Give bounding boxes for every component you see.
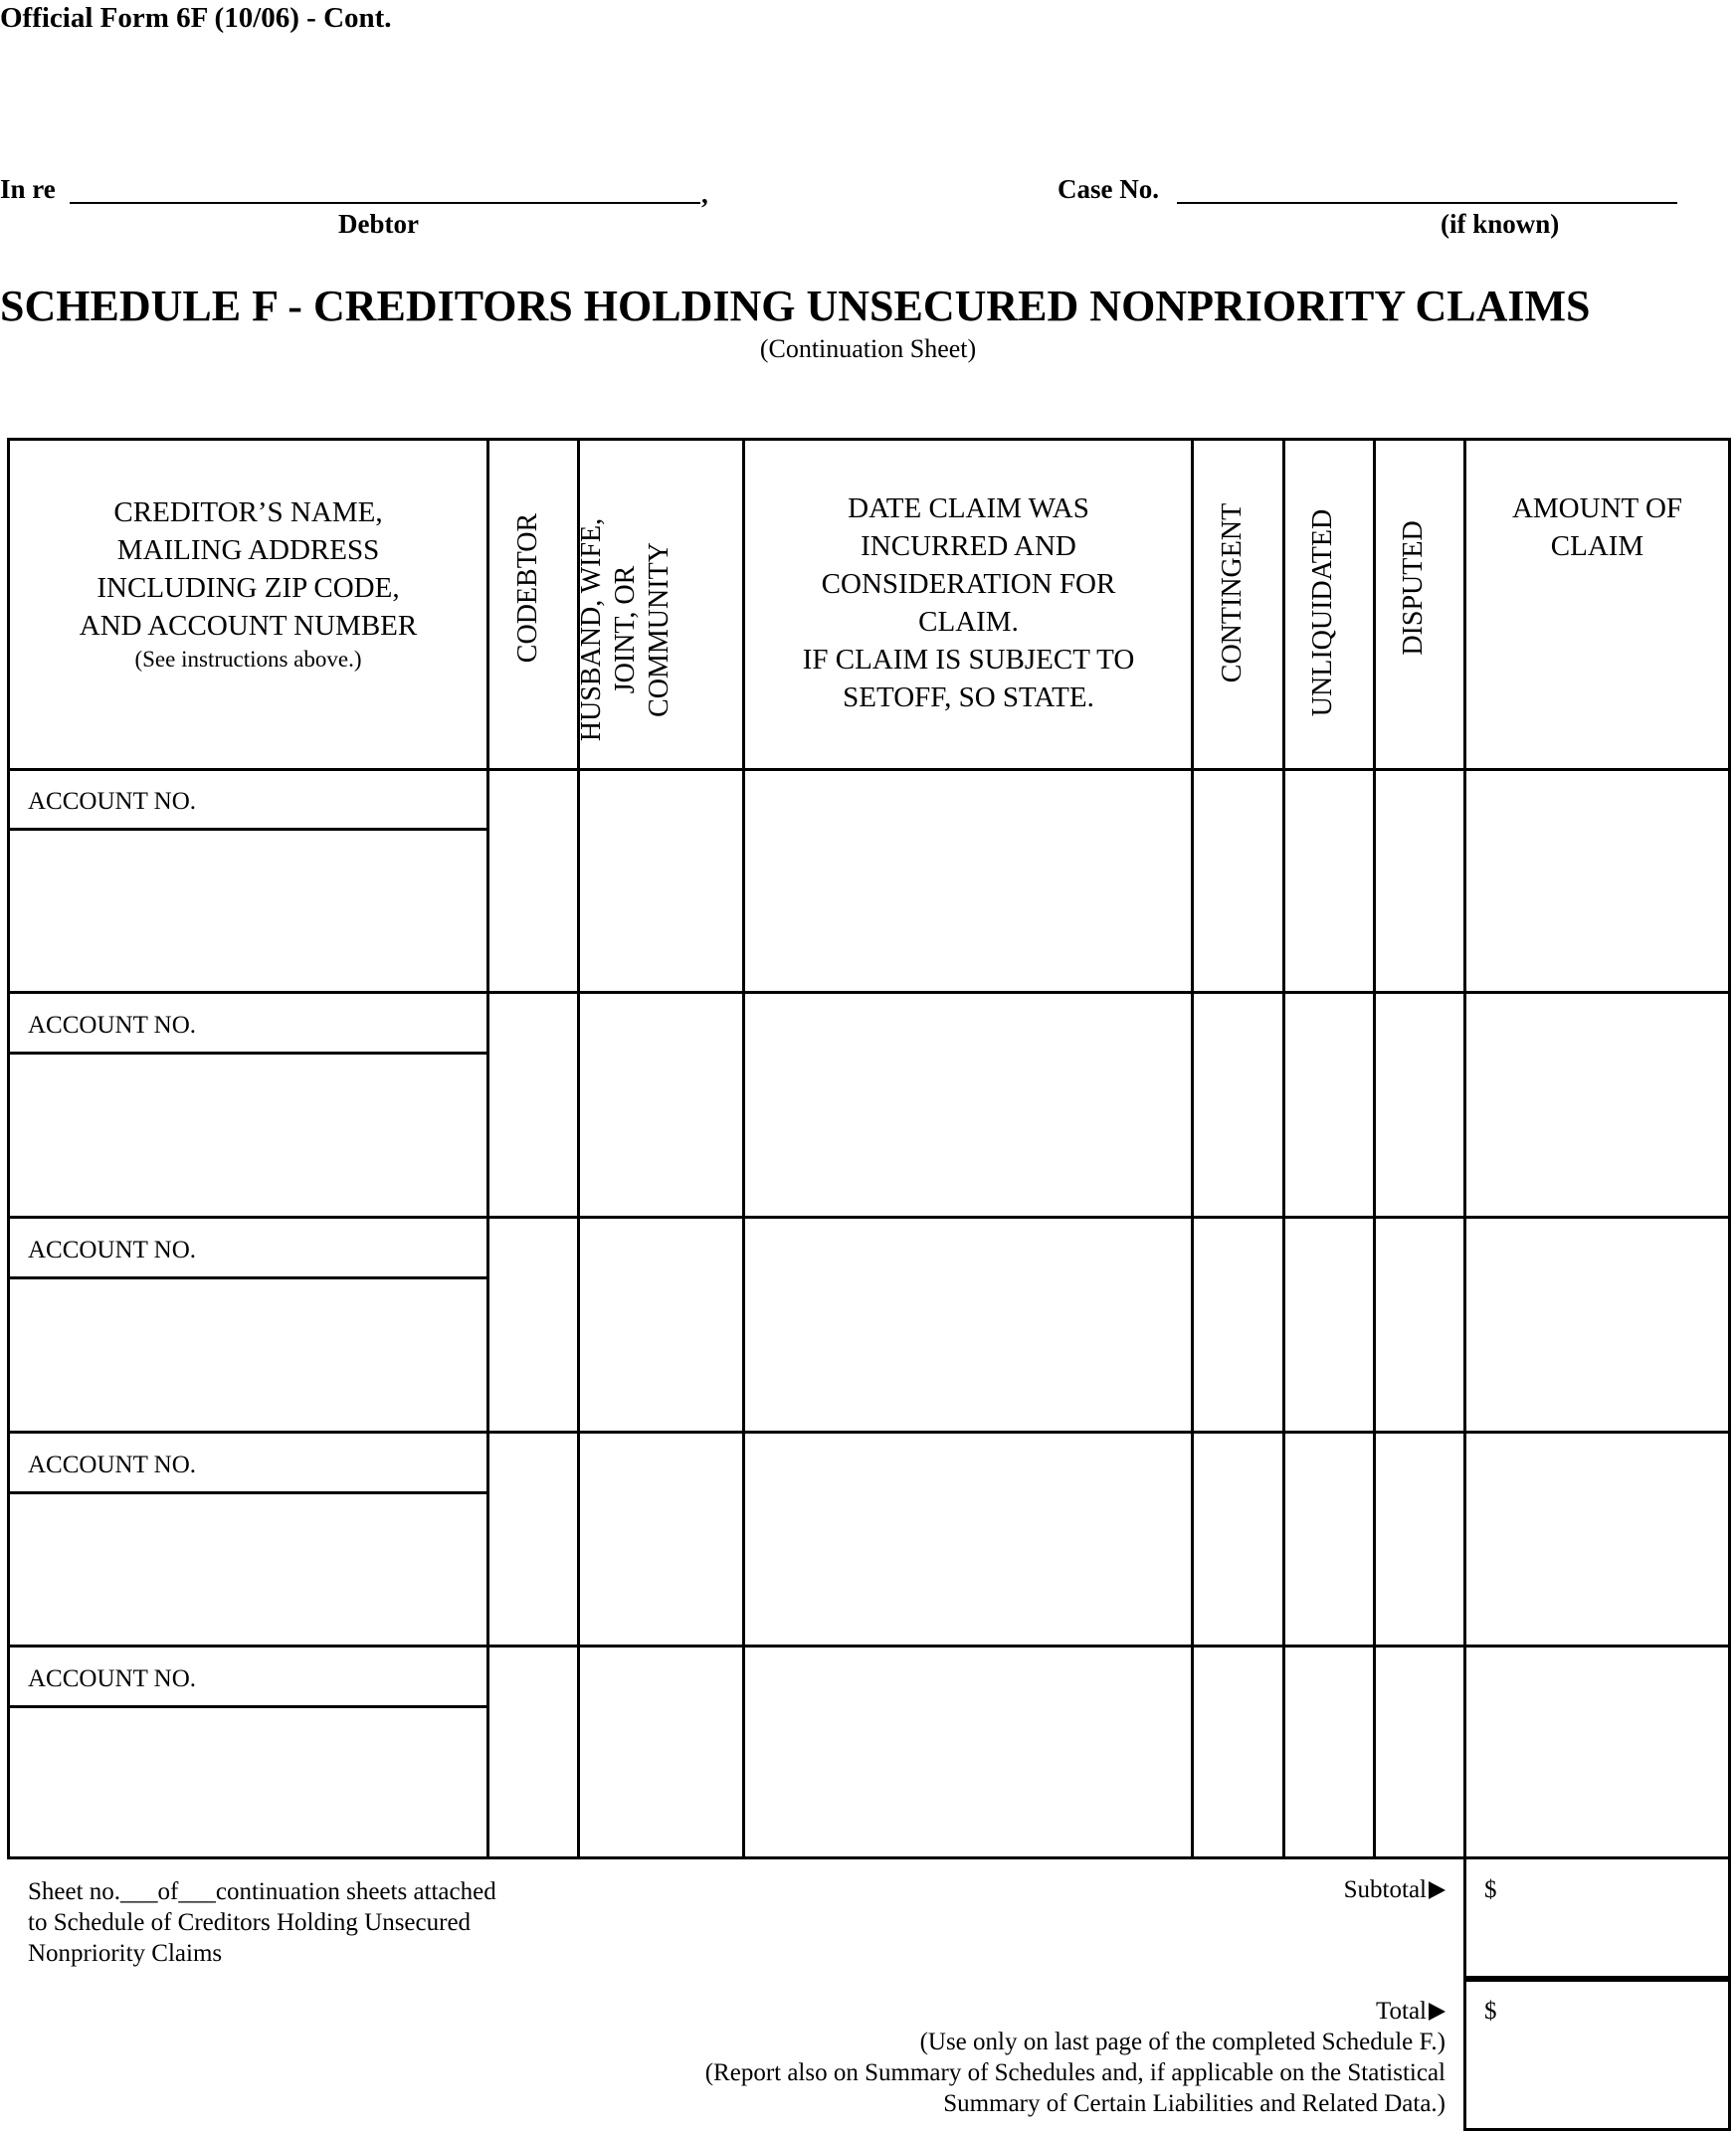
schedule-subtitle: (Continuation Sheet) bbox=[759, 334, 977, 363]
account-no-divider bbox=[10, 828, 488, 831]
subtotal-text: Subtotal bbox=[1343, 1876, 1427, 1903]
col-header-line: AMOUNT OF bbox=[1511, 492, 1683, 524]
col-header-creditor bbox=[10, 493, 486, 675]
table-row[interactable] bbox=[0, 1219, 1736, 1433]
table-row[interactable] bbox=[0, 770, 1736, 993]
total-amount-field[interactable]: $ bbox=[1484, 1998, 1497, 2025]
sheet-number-text bbox=[28, 1876, 496, 1969]
debtor-name-field[interactable] bbox=[70, 202, 700, 204]
col-header-contingent: CONTINGENT bbox=[1217, 502, 1248, 683]
if-known-label: (if known) bbox=[1441, 209, 1560, 239]
in-re-label: In re bbox=[0, 174, 56, 204]
debtor-label: Debtor bbox=[338, 209, 419, 239]
account-no-divider bbox=[10, 1705, 488, 1708]
form-identifier: Official Form 6F (10/06) - Cont. bbox=[0, 2, 392, 34]
total-note-3: Summary of Certain Liabilities and Related Data.) bbox=[943, 2090, 1446, 2117]
account-no-label: ACCOUNT NO. bbox=[28, 1237, 196, 1263]
col-header-line: IF CLAIM IS SUBJECT TO bbox=[802, 644, 1135, 676]
account-no-divider bbox=[10, 1491, 488, 1494]
col-header-line: DATE CLAIM WAS bbox=[848, 492, 1089, 524]
case-no-label: Case No. bbox=[1058, 174, 1159, 204]
col-header-line: SETOFF, SO STATE. bbox=[843, 681, 1094, 713]
subtotal-box-right bbox=[1728, 1856, 1731, 1978]
schedule-title: SCHEDULE F - CREDITORS HOLDING UNSECURED NONPRIORITY CLAIMS bbox=[0, 282, 1591, 330]
arrow-right-icon bbox=[1429, 2003, 1446, 2021]
col-header-line: CLAIM bbox=[1550, 530, 1644, 562]
total-text: Total bbox=[1375, 1998, 1427, 2025]
sheet-line-3: Nonpriority Claims bbox=[28, 1940, 223, 1967]
table-top-border bbox=[7, 438, 1731, 441]
subtotal-box-left bbox=[1463, 1856, 1466, 1978]
col-header-line: CONSIDERATION FOR bbox=[821, 568, 1116, 600]
total-note-2: (Report also on Summary of Schedules and, if applicable on the Statistical bbox=[704, 2059, 1446, 2086]
of-label: of bbox=[157, 1878, 179, 1905]
total-label bbox=[705, 1996, 1446, 2119]
col-header-amount bbox=[1466, 489, 1728, 565]
col-header-line: COMMUNITY bbox=[644, 542, 675, 717]
col-header-date-claim bbox=[746, 489, 1191, 716]
account-no-label: ACCOUNT NO. bbox=[28, 1452, 196, 1478]
arrow-right-icon bbox=[1429, 1881, 1446, 1899]
total-box-top bbox=[1463, 1979, 1731, 1982]
total-note-1: (Use only on last page of the completed Schedule F.) bbox=[919, 2029, 1446, 2055]
sheet-no-label: Sheet no. bbox=[28, 1878, 121, 1905]
account-no-label: ACCOUNT NO. bbox=[28, 788, 196, 815]
col-header-note: (See instructions above.) bbox=[134, 647, 362, 672]
account-no-divider bbox=[10, 1052, 488, 1055]
sheet-line-2: to Schedule of Creditors Holding Unsecured bbox=[28, 1909, 472, 1936]
account-no-label: ACCOUNT NO. bbox=[28, 1012, 196, 1039]
col-header-codebtor: CODEBTOR bbox=[512, 512, 543, 664]
account-no-label: ACCOUNT NO. bbox=[28, 1665, 196, 1692]
col-header-line: AND ACCOUNT NUMBER bbox=[79, 610, 418, 642]
sheet-number-blank[interactable]: ___ bbox=[120, 1878, 158, 1905]
account-no-divider bbox=[10, 1276, 488, 1279]
col-header-line: MAILING ADDRESS bbox=[116, 534, 380, 566]
table-row[interactable] bbox=[0, 1434, 1736, 1647]
total-box-right bbox=[1728, 1979, 1731, 2130]
continuation-label: continuation sheets attached bbox=[215, 1878, 496, 1905]
col-header-line: INCURRED AND bbox=[861, 530, 1076, 562]
col-header-unliquidated: UNLIQUIDATED bbox=[1307, 508, 1338, 717]
sheet-line-1 bbox=[28, 1876, 496, 1907]
sheet-total-blank[interactable]: ___ bbox=[178, 1878, 216, 1905]
total-box-bottom bbox=[1463, 2128, 1731, 2131]
col-header-disputed: DISPUTED bbox=[1398, 520, 1429, 656]
subtotal-amount-field[interactable]: $ bbox=[1484, 1876, 1497, 1903]
col-header-line: INCLUDING ZIP CODE, bbox=[96, 572, 400, 604]
total-box-left bbox=[1463, 1979, 1466, 2130]
in-re-comma: , bbox=[701, 179, 708, 209]
col-header-line: HUSBAND, WIFE, bbox=[576, 517, 607, 742]
col-header-line: CREDITOR’S NAME, bbox=[113, 496, 383, 528]
col-header-hwjc bbox=[575, 510, 684, 749]
table-row[interactable] bbox=[0, 994, 1736, 1217]
col-header-line: CLAIM. bbox=[918, 606, 1019, 638]
subtotal-label bbox=[1344, 1874, 1446, 1905]
case-number-field[interactable] bbox=[1177, 202, 1677, 204]
col-header-line: JOINT, OR bbox=[610, 565, 641, 694]
table-bottom-border bbox=[7, 1856, 1731, 1859]
table-row[interactable] bbox=[0, 1648, 1736, 1856]
